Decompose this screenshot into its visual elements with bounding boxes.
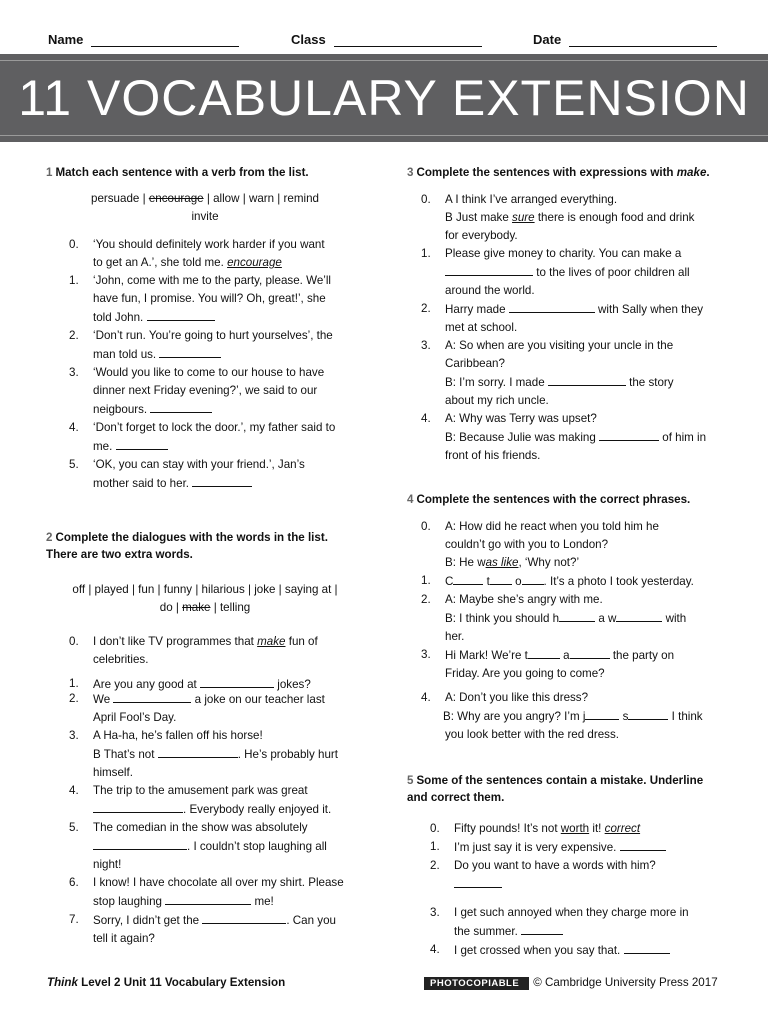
exercise-2-instruction: Complete the dialogues with the words in the list. (55, 531, 328, 544)
item-text: . Can you (286, 914, 336, 927)
item-number: 4. (69, 784, 79, 797)
item-text: B: I’m sorry. I made (445, 376, 545, 389)
item-text: B: Because Julie was making (445, 431, 596, 444)
footer-copyright-block (424, 976, 718, 989)
answer-blank[interactable] (113, 690, 191, 703)
exercise-5 (407, 772, 722, 960)
list-item (46, 419, 364, 456)
item-text: Are you any good at (93, 678, 197, 691)
exercise-1-word-list (46, 190, 364, 226)
item-text: The comedian in the show was absolutely (93, 821, 308, 834)
item-text: Harry made (445, 303, 506, 316)
item-number: 2. (69, 692, 79, 705)
name-field (48, 32, 239, 47)
item-text: o (515, 575, 522, 588)
item-number: 7. (69, 913, 79, 926)
item-number: 1. (69, 677, 79, 690)
example-answer: make (257, 635, 286, 648)
list-item (46, 690, 364, 727)
example-answer: encourage (227, 256, 282, 269)
item-text: the summer. (454, 925, 518, 938)
item-text: . He’s probably hurt (237, 748, 339, 761)
date-field (533, 32, 717, 47)
item-text: for everybody. (445, 229, 518, 242)
item-text: a w (598, 612, 617, 625)
answer-blank[interactable] (200, 675, 274, 688)
item-text: I know! I have chocolate all over my shirt. Please (93, 876, 344, 889)
exercise-2-instruction: There are two extra words. (46, 548, 193, 561)
answer-blank[interactable] (150, 400, 212, 413)
item-text: couldn’t go with you to London? (445, 538, 609, 551)
item-text: front of his friends. (445, 449, 541, 462)
item-text: a joke on our teacher last (194, 693, 325, 706)
page-footer (0, 976, 768, 996)
exercise-2 (46, 529, 364, 948)
item-text: B: I think you should h (445, 612, 560, 625)
list-item (407, 591, 722, 646)
answer-blank[interactable] (192, 474, 252, 487)
answer-blank[interactable] (616, 609, 662, 622)
item-text: told John. (93, 311, 144, 324)
item-text: I get such annoyed when they charge more in (454, 906, 689, 919)
item-text: himself. (93, 766, 133, 779)
item-text: ‘Would you like to come to our house to have (93, 366, 325, 379)
list-item (407, 300, 722, 337)
answer-blank[interactable] (453, 572, 483, 585)
item-text: B That’s not (93, 748, 155, 761)
item-text: ‘Don’t run. You’re going to hurt yourselves’, the (93, 329, 333, 342)
item-number: 3. (421, 339, 431, 352)
example-answer: sure (512, 211, 535, 224)
exercise-4-items (407, 518, 722, 744)
answer-blank[interactable] (570, 646, 610, 659)
item-text: A: How did he react when you told him he (445, 520, 659, 533)
item-text: Please give money to charity. You can make a (445, 247, 682, 260)
item-text: to the lives of poor children all (536, 266, 690, 279)
item-text: it! (592, 822, 602, 835)
item-number: 1. (421, 247, 431, 260)
page-title: 11 VOCABULARY EXTENSION (18, 70, 750, 126)
exercise-3 (407, 164, 722, 465)
exercise-1-title (46, 164, 364, 181)
list-item (46, 727, 364, 782)
list-item (46, 327, 364, 364)
item-text: to get an A.’, she told me. (93, 256, 224, 269)
item-text: I’m just say it is very expensive. (454, 841, 617, 854)
answer-blank[interactable] (445, 263, 533, 276)
list-item (407, 857, 722, 894)
name-label: Name (48, 32, 84, 47)
example-answer: correct (604, 822, 641, 835)
item-number: 5. (69, 458, 79, 471)
item-text: ‘John, come with me to the party, please. We’ll (93, 274, 331, 287)
student-info-row (0, 30, 768, 54)
item-text: mother said to her. (93, 477, 190, 490)
item-number: 3. (430, 906, 440, 919)
item-number: 2. (421, 593, 431, 606)
exercise-3-number: 3 (407, 166, 414, 179)
exercise-4-number: 4 (407, 493, 414, 506)
list-item (407, 337, 722, 410)
item-text: . It’s a photo I took yesterday. (543, 575, 694, 588)
date-input-line[interactable] (569, 34, 717, 47)
list-item (46, 874, 364, 911)
list-item (407, 838, 722, 857)
item-text: of him in (662, 431, 707, 444)
item-text: the party on (612, 649, 675, 662)
footer-unit-label (47, 976, 285, 989)
item-text: you look better with the red dress. (445, 728, 619, 741)
item-number: 0. (421, 193, 431, 206)
item-text: We (93, 693, 111, 706)
answer-blank[interactable] (628, 707, 668, 720)
item-text: Fifty pounds! It’s not (454, 822, 558, 835)
list-item (407, 646, 722, 683)
exercise-1-number: 1 (46, 166, 53, 179)
answer-blank[interactable] (116, 437, 168, 450)
list-item (407, 941, 722, 960)
list-item (46, 782, 364, 819)
item-number: 1. (421, 574, 431, 587)
list-item (407, 904, 722, 941)
class-input-line[interactable] (334, 34, 482, 47)
exercise-5-instruction: Some of the sentences contain a mistake. Underline (416, 774, 704, 787)
exercise-3-instruction: Complete the sentences with expressions with (416, 166, 674, 179)
item-text: about my rich uncle. (445, 394, 549, 407)
list-item (46, 633, 364, 669)
banner-rule-bottom (0, 135, 768, 136)
underlined-mistake: worth (560, 822, 590, 835)
item-text: ‘OK, you can stay with your friend.’, Jan’s (93, 458, 305, 471)
exercise-1 (46, 164, 364, 493)
list-item (407, 410, 722, 465)
item-text: , ‘Why not?’ (518, 556, 580, 569)
class-label: Class (291, 32, 326, 47)
item-number: 3. (69, 366, 79, 379)
item-text: me. (93, 440, 113, 453)
exercise-3-items (407, 191, 722, 465)
item-text: Hi Mark! We’re t (445, 649, 528, 662)
item-text: April Fool’s Day. (93, 711, 177, 724)
title-banner (0, 54, 768, 142)
item-text: met at school. (445, 321, 518, 334)
copyright-text: © Cambridge University Press 2017 (533, 976, 718, 989)
date-label: Date (533, 32, 562, 47)
item-number: 5. (69, 821, 79, 834)
item-text: I don’t like TV programmes that (93, 635, 254, 648)
item-text: A Ha-ha, he’s fallen off his horse! (93, 729, 263, 742)
item-text: Do you want to have a words with him? (454, 859, 656, 872)
exercise-3-title (407, 164, 722, 181)
list-item (407, 191, 722, 245)
item-text: me! (254, 895, 274, 908)
item-text: A I think I’ve arranged everything. (445, 193, 618, 206)
word-list-struck-word: make (182, 601, 211, 614)
item-text: t (486, 575, 490, 588)
list-item (407, 689, 722, 744)
item-text: Sorry, I didn’t get the (93, 914, 200, 927)
answer-blank[interactable] (509, 300, 595, 313)
list-item (46, 364, 364, 419)
item-text: have fun, I promise. You will? Oh, great!’, she (93, 292, 326, 305)
word-list-part: persuade | (91, 192, 146, 205)
item-text: A: Why was Terry was upset? (445, 412, 597, 425)
answer-blank[interactable] (454, 875, 502, 888)
exercise-2-number: 2 (46, 531, 53, 544)
answer-blank[interactable] (165, 892, 251, 905)
exercise-4 (407, 491, 722, 744)
item-text: B Just make (445, 211, 509, 224)
item-text: ‘You should definitely work harder if you want (93, 238, 325, 251)
list-item (46, 911, 364, 948)
item-text: Friday. Are you going to come? (445, 667, 605, 680)
item-number: 1. (69, 274, 79, 287)
exercise-5-instruction: and correct them. (407, 791, 505, 804)
exercise-5-items (407, 820, 722, 960)
item-number: 4. (421, 691, 431, 704)
exercise-4-title (407, 491, 722, 508)
answer-blank[interactable] (624, 941, 670, 954)
item-text: A: So when are you visiting your uncle in the (445, 339, 674, 352)
word-list-part: invite (191, 210, 219, 223)
word-list-struck-word: encourage (148, 192, 204, 205)
item-text: with Sally when they (598, 303, 704, 316)
item-number: 2. (69, 329, 79, 342)
item-text: neigbours. (93, 403, 148, 416)
item-number: 4. (421, 412, 431, 425)
item-text: The trip to the amusement park was great (93, 784, 308, 797)
item-text: A: Maybe she’s angry with me. (445, 593, 603, 606)
item-text: her. (445, 630, 465, 643)
answer-blank[interactable] (522, 572, 544, 585)
item-text: with (665, 612, 687, 625)
item-number: 4. (69, 421, 79, 434)
item-number: 2. (421, 302, 431, 315)
banner-rule-top (0, 60, 768, 61)
exercise-1-items (46, 236, 364, 493)
item-number: 2. (430, 859, 440, 872)
exercise-1-instruction: Match each sentence with a verb from the list. (55, 166, 309, 179)
item-number: 0. (69, 238, 79, 251)
answer-blank[interactable] (93, 800, 183, 813)
item-text: B: He w (445, 556, 486, 569)
item-number: 3. (69, 729, 79, 742)
answer-blank[interactable] (599, 428, 659, 441)
photocopiable-badge: PHOTOCOPIABLE (424, 977, 529, 990)
answer-blank[interactable] (93, 837, 187, 850)
item-text: Caribbean? (445, 357, 505, 370)
item-text: jokes? (277, 678, 311, 691)
footer-unit-text: Level 2 Unit 11 Vocabulary Extension (81, 976, 286, 989)
item-text: . Everybody really enjoyed it. (183, 803, 332, 816)
item-number: 3. (421, 648, 431, 661)
exercise-3-instruction: . (706, 166, 710, 179)
exercise-5-number: 5 (407, 774, 414, 787)
exercise-2-title (46, 529, 364, 563)
answer-blank[interactable] (620, 838, 666, 851)
list-item (46, 456, 364, 493)
answer-blank[interactable] (521, 922, 563, 935)
item-text: A: Don’t you like this dress? (445, 691, 589, 704)
list-item (46, 236, 364, 272)
answer-blank[interactable] (548, 373, 626, 386)
item-text: there is enough food and drink (537, 211, 695, 224)
item-text: the story (629, 376, 674, 389)
item-number: 1. (430, 840, 440, 853)
exercise-2-items (46, 633, 364, 948)
list-item (407, 572, 722, 591)
item-text: fun of (288, 635, 318, 648)
item-text: stop laughing (93, 895, 162, 908)
list-item (46, 272, 364, 327)
list-item (407, 518, 722, 572)
answer-blank[interactable] (202, 911, 286, 924)
answer-blank[interactable] (585, 707, 619, 720)
item-text: s (622, 710, 629, 723)
list-item (407, 245, 722, 300)
item-text: celebrities. (93, 653, 149, 666)
item-number: 6. (69, 876, 79, 889)
answer-blank[interactable] (158, 745, 238, 758)
item-number: 0. (69, 635, 79, 648)
class-field (291, 32, 482, 47)
answer-blank[interactable] (559, 609, 595, 622)
item-text: ‘Don’t forget to lock the door.’, my father said to (93, 421, 336, 434)
item-text: a (563, 649, 570, 662)
name-input-line[interactable] (91, 34, 239, 47)
footer-brand: Think (47, 976, 78, 989)
exercise-4-instruction: Complete the sentences with the correct phrases. (416, 493, 691, 506)
list-item (407, 820, 722, 838)
exercise-2-word-list (46, 581, 364, 617)
item-number: 4. (430, 943, 440, 956)
word-list-part: do | (159, 601, 179, 614)
answer-blank[interactable] (147, 308, 215, 321)
answer-blank[interactable] (490, 572, 512, 585)
item-number: 0. (430, 822, 440, 835)
word-list-part: | allow | warn | remind (206, 192, 319, 205)
left-column (46, 150, 364, 948)
list-item (46, 819, 364, 874)
example-answer: as like (485, 556, 519, 569)
answer-blank[interactable] (159, 345, 221, 358)
exercise-3-instruction-emphasis: make (676, 166, 707, 179)
answer-blank[interactable] (528, 646, 560, 659)
item-number: 0. (421, 520, 431, 533)
exercise-5-title (407, 772, 722, 806)
item-text: I think (671, 710, 703, 723)
item-text: B: Why are you angry? I’m j (443, 710, 586, 723)
right-column (407, 150, 722, 960)
item-text: dinner next Friday evening?’, we said to our (93, 384, 318, 397)
item-text: man told us. (93, 348, 157, 361)
word-list-part: off | played | fun | funny | hilarious | joke | saying at | (72, 583, 338, 596)
item-text: . I couldn’t stop laughing all (187, 840, 327, 853)
item-text: night! (93, 858, 122, 871)
item-text: C (445, 575, 454, 588)
word-list-part: | telling (213, 601, 251, 614)
item-text: tell it again? (93, 932, 155, 945)
item-text: around the world. (445, 284, 535, 297)
item-text: I get crossed when you say that. (454, 944, 621, 957)
